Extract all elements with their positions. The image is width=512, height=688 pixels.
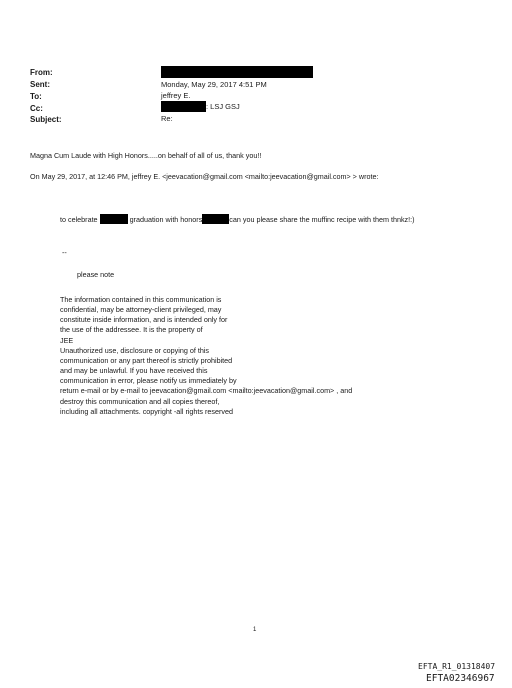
disclaimer-line: and may be unlawful. If you have received this xyxy=(60,366,208,375)
sent-label: Sent: xyxy=(30,80,50,89)
message-part-2: graduation with honors xyxy=(129,215,203,224)
cc-value: : LSJ GSJ xyxy=(206,102,240,111)
disclaimer-line: JEE xyxy=(60,336,74,345)
disclaimer-line: confidential, may be attorney-client privileged, may xyxy=(60,305,222,314)
name-redaction-2 xyxy=(202,214,229,224)
quote-intro: On May 29, 2017, at 12:46 PM, jeffrey E. <jeevacation@gmail.com <mailto:jeevacation@gmail.com> > wrote: xyxy=(30,172,379,181)
cc-redaction xyxy=(161,101,206,112)
signature-separator: -- xyxy=(62,248,67,257)
disclaimer-line: Unauthorized use, disclosure or copying of this xyxy=(60,346,210,355)
disclaimer-line: The information contained in this communication is xyxy=(60,295,222,304)
subject-value: Re: xyxy=(161,114,173,123)
from-label: From: xyxy=(30,68,53,77)
subject-label: Subject: xyxy=(30,115,62,124)
name-redaction-1 xyxy=(100,214,128,224)
disclaimer-line: destroy this communication and all copies thereof, xyxy=(60,397,220,406)
disclaimer-line: the use of the addressee. It is the property of xyxy=(60,325,203,334)
disclaimer-line: including all attachments. copyright -all rights reserved xyxy=(60,407,233,416)
quoted-message xyxy=(60,214,415,224)
disclaimer-line: communication or any part thereof is strictly prohibited xyxy=(60,356,233,365)
reply-line: Magna Cum Laude with High Honors.....on behalf of all of us, thank you!! xyxy=(30,151,262,160)
sent-value: Monday, May 29, 2017 4:51 PM xyxy=(161,80,267,89)
bates-number-secondary: EFTA_R1_01318407 xyxy=(418,662,496,671)
page-number: 1 xyxy=(253,627,257,633)
from-redaction xyxy=(161,66,313,78)
disclaimer-line: communication in error, please notify us immediately by xyxy=(60,376,237,385)
to-label: To: xyxy=(30,92,42,101)
message-part-1: to celebrate xyxy=(60,215,98,224)
bates-number-primary: EFTA02346967 xyxy=(426,673,495,684)
please-note: please note xyxy=(77,270,115,279)
to-value: jeffrey E. xyxy=(161,91,191,100)
cc-label: Cc: xyxy=(30,104,43,113)
message-part-3: can you please share the muffinc recipe with them thnkz!:) xyxy=(229,215,415,224)
disclaimer-line: return e-mail or by e-mail to jeevacation@gmail.com <mailto:jeevacation@gmail.com> , and xyxy=(60,386,353,395)
disclaimer-line: constitute inside information, and is intended only for xyxy=(60,315,228,324)
